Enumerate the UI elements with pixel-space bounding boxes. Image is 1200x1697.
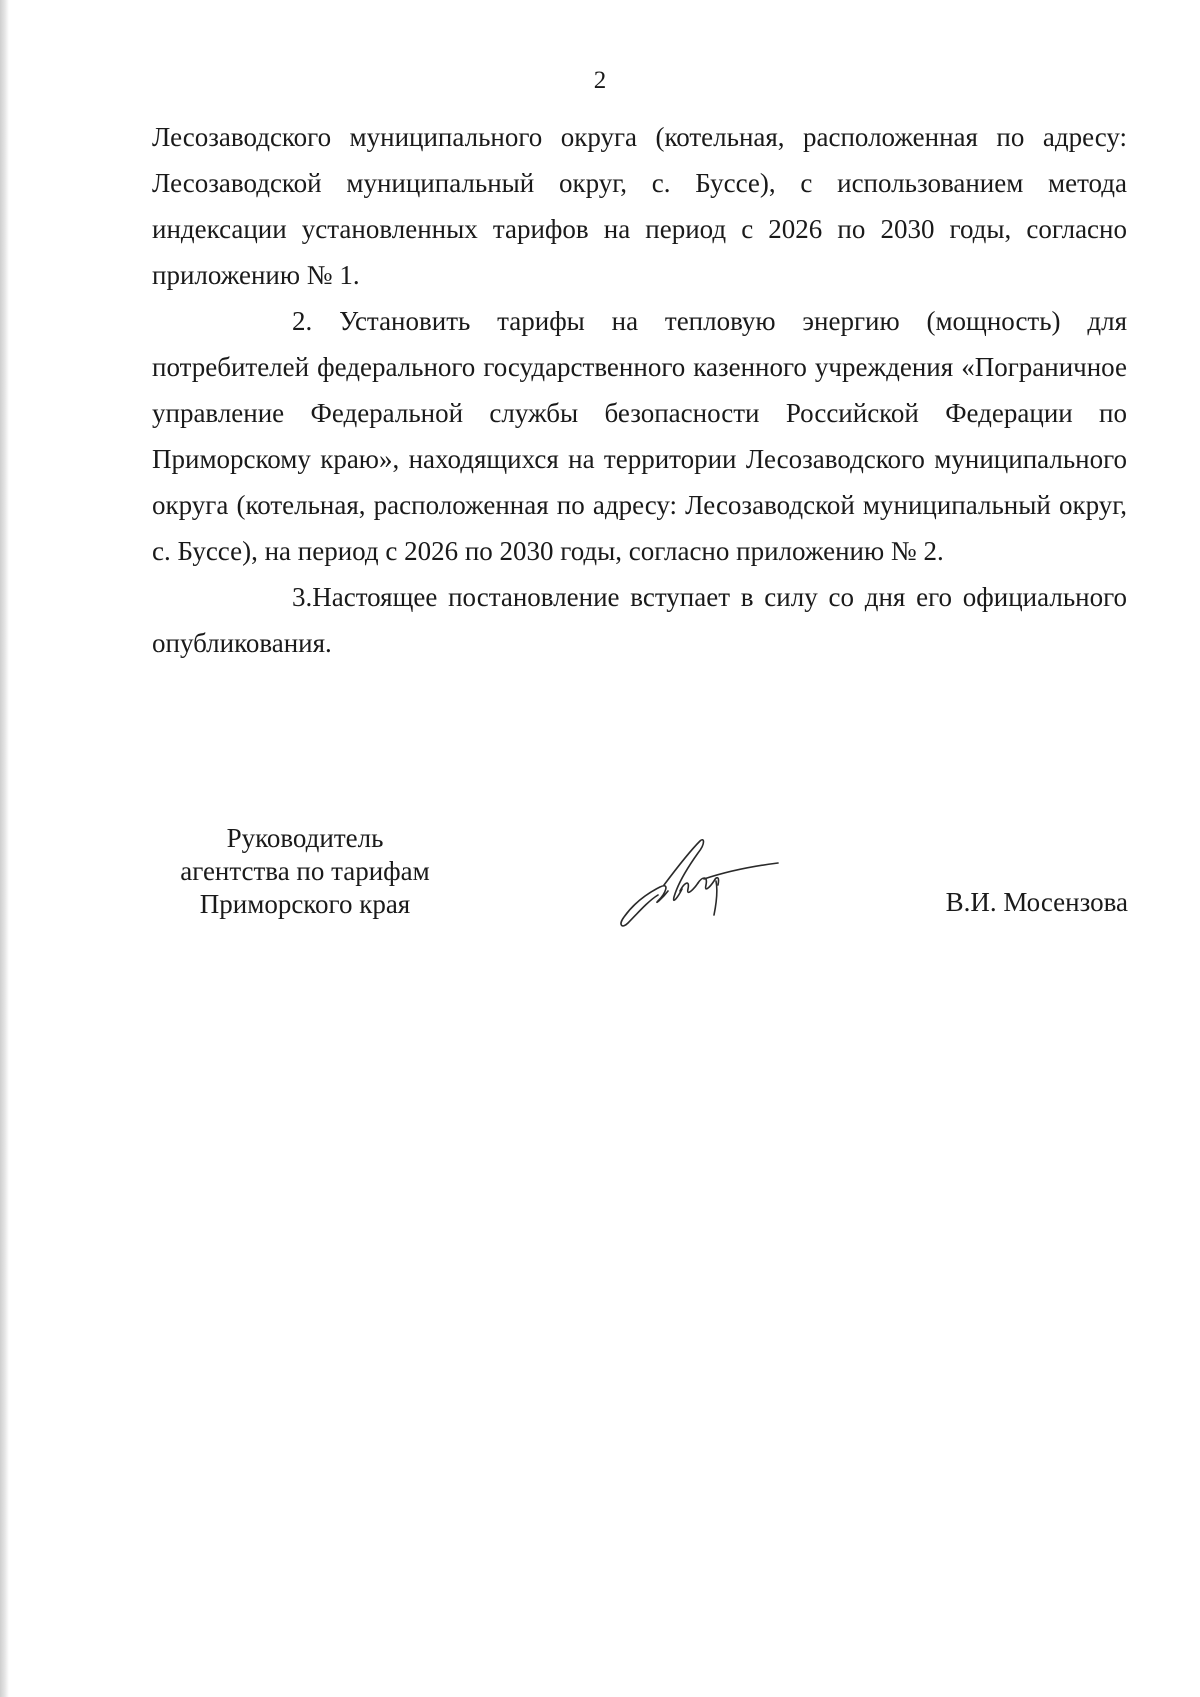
signatory-position [155,822,455,921]
signatory-position-line-2: агентства по тарифам [180,856,430,886]
signatory-name: В.И. Мосензова [945,887,1128,917]
paragraph-2 [152,298,1127,574]
paragraph-3-text: Настоящее постановление вступает в силу со дня его официального опубликования. [152,582,1127,658]
handwritten-signature [618,835,783,930]
document-body [152,114,1127,666]
signatory-position-line-3: Приморского края [199,889,411,919]
signatory-position-line-1: Руководитель [226,823,384,853]
page-number: 2 [593,67,607,94]
paragraph-1-continuation: Лесозаводского муниципального округа (котельная, расположенная по адресу: Лесозаводской муниципальный округ, с. Буссе), с использованием метода индексации установленных тарифов на период с 2026 по 2030 годы, согласно приложению № 1. [152,122,1127,290]
paragraph-3 [152,574,1127,666]
paragraph-2-number: 2. [292,306,313,336]
paragraph-3-number: 3. [292,582,313,612]
paragraph-2-text: Установить тарифы на тепловую энергию (мощность) для потребителей федерального государственного казенного учреждения «Пограничное управление Федеральной службы безопасности Российской Федерации по Приморскому краю», находящихся на территории Лесозаводского муниципального округа (котельная, расположенная по адресу: Лесозаводской муниципальный округ, с. Буссе), на период с 2026 по 2030 годы, согласно приложению № 2. [152,306,1127,566]
